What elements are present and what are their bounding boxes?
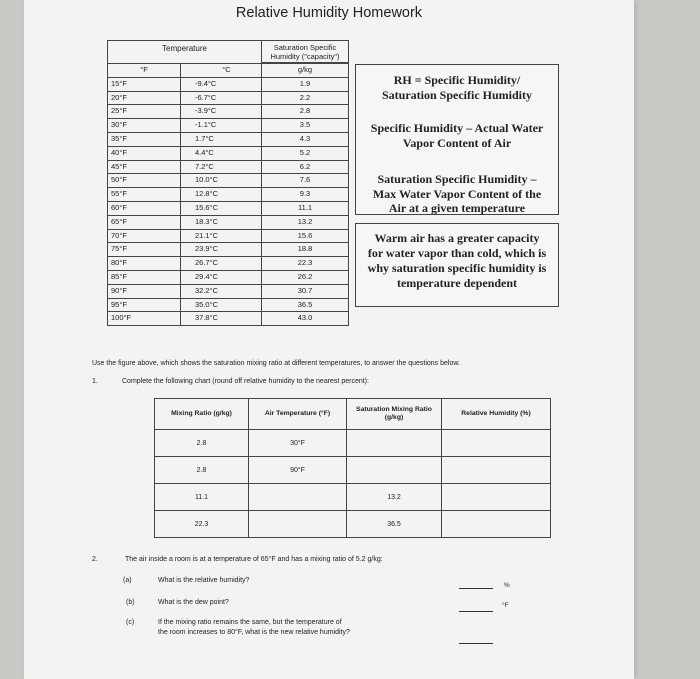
temp-row <box>108 91 349 105</box>
q2-number: 2. <box>92 556 98 563</box>
temp-f-cell: 20°F <box>108 91 181 105</box>
saturation-value-cell: 2.8 <box>262 105 349 119</box>
answer-row <box>155 484 551 511</box>
temp-f-cell: 65°F <box>108 215 181 229</box>
saturation-value-cell: 22.3 <box>262 257 349 271</box>
q2a-text: What is the relative humidity? <box>158 577 250 584</box>
temp-c-cell: 10.0°C <box>181 174 262 188</box>
q2c-answer-blank[interactable] <box>459 643 493 644</box>
header-temperature: Temperature <box>108 41 262 64</box>
temp-row <box>108 298 349 312</box>
temp-c-cell: 4.4°C <box>181 146 262 160</box>
saturation-value-cell: 3.5 <box>262 119 349 133</box>
q2c-label: (c) <box>126 619 135 626</box>
col-air-temperature: Air Temperature (°F) <box>249 399 347 430</box>
saturation-value-cell: 36.5 <box>262 298 349 312</box>
page-title: Relative Humidity Homework <box>235 5 423 21</box>
q2a-answer-blank[interactable] <box>459 588 493 589</box>
temp-row <box>108 174 349 188</box>
saturation-mixing-cell[interactable] <box>347 430 442 457</box>
relative-humidity-cell[interactable] <box>442 484 551 511</box>
temp-c-cell: -9.4°C <box>181 77 262 91</box>
temp-c-cell: 32.2°C <box>181 284 262 298</box>
temp-row <box>108 201 349 215</box>
col-mixing-ratio: Mixing Ratio (g/kg) <box>155 399 249 430</box>
temp-f-cell: 30°F <box>108 119 181 133</box>
mixing-ratio-cell: 22.3 <box>155 511 249 538</box>
temp-row <box>108 188 349 202</box>
saturation-value-cell: 2.2 <box>262 91 349 105</box>
temp-row <box>108 146 349 160</box>
saturation-mixing-cell: 36.5 <box>347 511 442 538</box>
instructions: Use the figure above, which shows the saturation mixing ratio at different temperatures, to answer the questions below. <box>92 360 460 367</box>
saturation-table <box>107 40 349 326</box>
rh-formula-line-2: Saturation Specific Humidity <box>381 87 532 102</box>
q2a-label: (a) <box>123 577 132 584</box>
temp-f-cell: 60°F <box>108 201 181 215</box>
mixing-ratio-cell: 2.8 <box>155 430 249 457</box>
saturation-def-line-1: Saturation Specific Humidity – <box>377 172 537 186</box>
saturation-value-cell: 30.7 <box>262 284 349 298</box>
specific-humidity-line-1: Specific Humidity – Actual Water <box>370 121 544 135</box>
air-temperature-cell[interactable] <box>249 484 347 511</box>
temp-c-cell: 37.8°C <box>181 312 262 326</box>
saturation-mixing-cell: 13.2 <box>347 484 442 511</box>
temp-c-cell: -6.7°C <box>181 91 262 105</box>
unit-c: °C <box>181 64 262 78</box>
temp-c-cell: -1.1°C <box>181 119 262 133</box>
answer-row <box>155 430 551 457</box>
temp-row <box>108 257 349 271</box>
temp-row <box>108 105 349 119</box>
saturation-value-cell: 7.6 <box>262 174 349 188</box>
temp-f-cell: 90°F <box>108 284 181 298</box>
q1-text: Complete the following chart (round off relative humidity to the nearest percent): <box>122 378 369 385</box>
warm-air-box <box>355 223 559 307</box>
saturation-value-cell: 13.2 <box>262 215 349 229</box>
temp-row <box>108 270 349 284</box>
temp-row <box>108 119 349 133</box>
answer-row <box>155 457 551 484</box>
relative-humidity-cell[interactable] <box>442 430 551 457</box>
definitions-box <box>355 64 559 215</box>
q1-number: 1. <box>92 378 98 385</box>
temp-f-cell: 25°F <box>108 105 181 119</box>
answer-table <box>154 398 551 538</box>
temp-f-cell: 35°F <box>108 132 181 146</box>
temp-row <box>108 312 349 326</box>
relative-humidity-cell[interactable] <box>442 457 551 484</box>
q2c-text-2: the room increases to 80°F, what is the new relative humidity? <box>158 629 350 636</box>
temp-c-cell: 1.7°C <box>181 132 262 146</box>
specific-humidity-line-2: Vapor Content of Air <box>402 135 512 150</box>
temp-f-cell: 70°F <box>108 229 181 243</box>
saturation-value-cell: 4.3 <box>262 132 349 146</box>
q2c-text-1: If the mixing ratio remains the same, but the temperature of <box>158 619 342 626</box>
saturation-value-cell: 26.2 <box>262 270 349 284</box>
relative-humidity-cell[interactable] <box>442 511 551 538</box>
temp-c-cell: 18.3°C <box>181 215 262 229</box>
col-saturation-mixing-ratio: Saturation Mixing Ratio (g/kg) <box>347 399 442 430</box>
air-temperature-cell: 90°F <box>249 457 347 484</box>
saturation-def-line-2: Max Water Vapor Content of the <box>372 186 542 201</box>
saturation-value-cell: 9.3 <box>262 188 349 202</box>
saturation-value-cell: 1.9 <box>262 77 349 91</box>
warm-air-line-3: why saturation specific humidity is <box>367 261 547 275</box>
temp-f-cell: 85°F <box>108 270 181 284</box>
mixing-ratio-cell: 11.1 <box>155 484 249 511</box>
saturation-value-cell: 43.0 <box>262 312 349 326</box>
unit-f: °F <box>108 64 181 78</box>
saturation-value-cell: 6.2 <box>262 160 349 174</box>
q2b-answer-blank[interactable] <box>459 611 493 612</box>
temp-row <box>108 215 349 229</box>
temp-c-cell: 12.8°C <box>181 188 262 202</box>
warm-air-line-1: Warm air has a greater capacity <box>374 231 540 245</box>
col-relative-humidity: Relative Humidity (%) <box>442 399 551 430</box>
temp-row <box>108 132 349 146</box>
mixing-ratio-cell: 2.8 <box>155 457 249 484</box>
temp-f-cell: 40°F <box>108 146 181 160</box>
air-temperature-cell: 30°F <box>249 430 347 457</box>
temp-f-cell: 50°F <box>108 174 181 188</box>
temp-row <box>108 160 349 174</box>
temp-c-cell: 7.2°C <box>181 160 262 174</box>
temp-c-cell: -3.9°C <box>181 105 262 119</box>
temp-row <box>108 284 349 298</box>
temp-f-cell: 80°F <box>108 257 181 271</box>
temp-f-cell: 75°F <box>108 243 181 257</box>
saturation-value-cell: 15.6 <box>262 229 349 243</box>
q2b-unit: °F <box>502 602 509 609</box>
temp-f-cell: 15°F <box>108 77 181 91</box>
warm-air-line-4: temperature dependent <box>396 276 518 290</box>
worksheet-page <box>24 0 634 679</box>
temp-f-cell: 45°F <box>108 160 181 174</box>
temp-c-cell: 23.9°C <box>181 243 262 257</box>
saturation-value-cell: 11.1 <box>262 201 349 215</box>
temp-c-cell: 15.6°C <box>181 201 262 215</box>
unit-sat: g/kg <box>262 64 349 78</box>
q2a-unit: % <box>504 582 510 589</box>
temp-c-cell: 35.0°C <box>181 298 262 312</box>
q2-text: The air inside a room is at a temperature of 65°F and has a mixing ratio of 5.2 g/kg: <box>125 556 383 563</box>
temp-row <box>108 77 349 91</box>
rh-formula-line-1: RH = Specific Humidity/ <box>393 73 521 87</box>
saturation-value-cell: 18.8 <box>262 243 349 257</box>
temp-f-cell: 100°F <box>108 312 181 326</box>
temp-row <box>108 243 349 257</box>
temp-row <box>108 229 349 243</box>
temp-f-cell: 55°F <box>108 188 181 202</box>
saturation-value-cell: 5.2 <box>262 146 349 160</box>
saturation-def-line-3: Air at a given temperature <box>388 201 526 215</box>
q2b-text: What is the dew point? <box>158 599 229 606</box>
air-temperature-cell[interactable] <box>249 511 347 538</box>
answer-row <box>155 511 551 538</box>
saturation-mixing-cell[interactable] <box>347 457 442 484</box>
temp-f-cell: 95°F <box>108 298 181 312</box>
temp-c-cell: 26.7°C <box>181 257 262 271</box>
header-saturation: Saturation Specific Humidity ("capacity") <box>262 41 349 63</box>
warm-air-line-2: for water vapor than cold, which is <box>367 246 547 260</box>
temp-c-cell: 29.4°C <box>181 270 262 284</box>
temp-c-cell: 21.1°C <box>181 229 262 243</box>
q2b-label: (b) <box>126 599 135 606</box>
